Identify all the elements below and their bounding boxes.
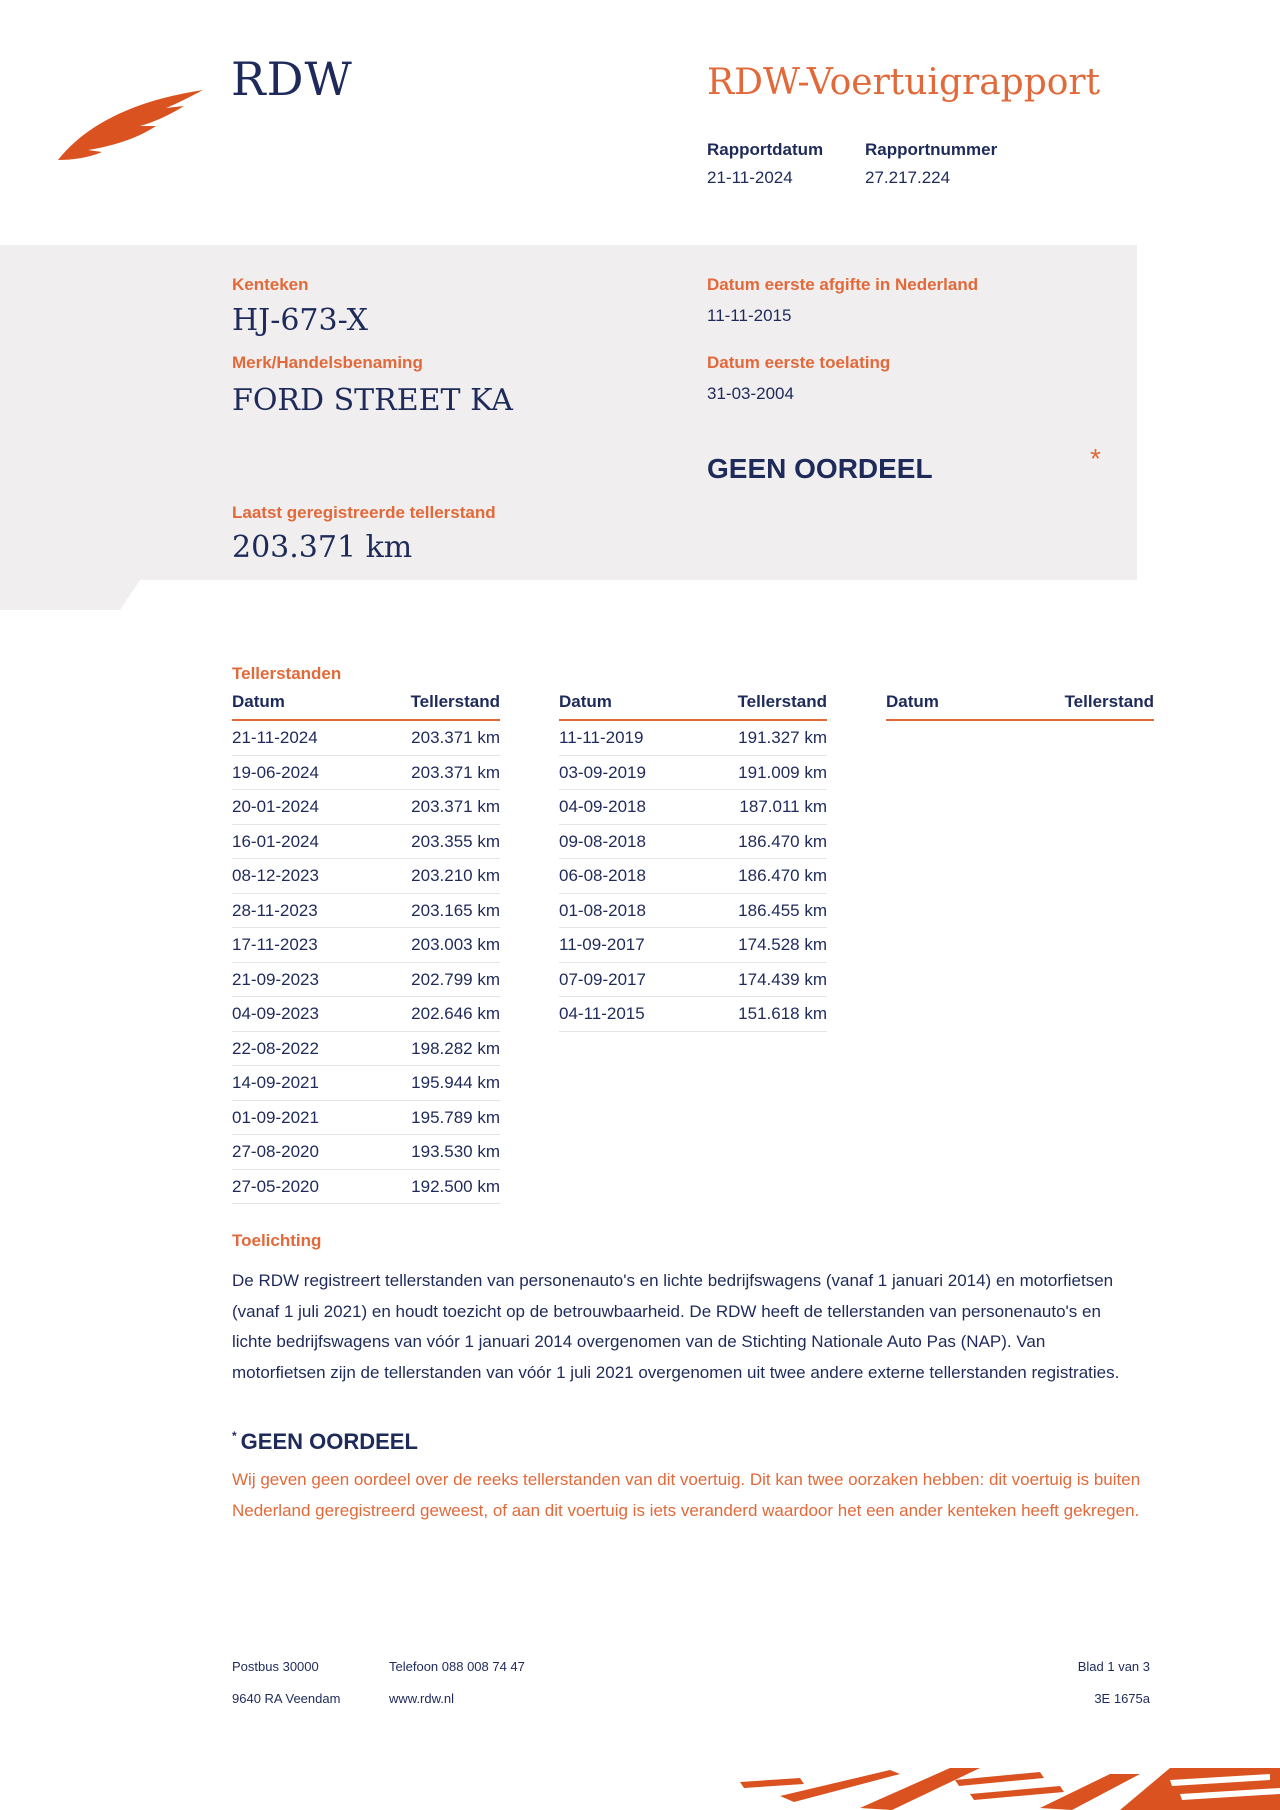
table-header [886,692,1154,721]
table-row [232,894,500,929]
row-date: 14-09-2021 [232,1073,319,1092]
row-reading: 202.646 km [411,1004,500,1023]
row-reading: 203.003 km [411,935,500,954]
row-reading: 203.355 km [411,831,500,851]
row-reading: 203.371 km [411,797,500,816]
row-date: 11-11-2019 [559,728,644,747]
table-row [559,859,827,894]
row-reading: 186.470 km [738,866,827,885]
row-date: 27-08-2020 [232,1142,319,1161]
row-date: 06-08-2018 [559,866,646,885]
logo-text: RDW [231,52,353,106]
row-reading: 174.439 km [738,969,827,989]
row-date: 04-11-2015 [559,1004,645,1023]
note-marker: * [232,1429,237,1443]
header-reading: Tellerstand [1064,692,1154,711]
row-date: 04-09-2018 [559,797,646,816]
header-reading: Tellerstand [410,692,500,711]
first-nl-value: 11-11-2015 [707,306,792,325]
row-date: 01-09-2021 [232,1107,319,1127]
table-row [559,721,827,756]
row-reading: 191.327 km [738,728,827,747]
row-reading: 174.528 km [738,935,827,954]
footer-website[interactable]: www.rdw.nl [389,1691,455,1706]
plate-label: Kenteken [232,275,309,294]
row-reading: 186.455 km [738,900,827,920]
table-row [559,825,827,860]
table-row [232,1101,500,1136]
odometer-section-title: Tellerstanden [232,664,342,683]
report-title: RDW-Voertuigrapport [707,62,1101,103]
row-reading: 191.009 km [738,762,827,782]
brand-value: FORD STREET KA [232,383,513,418]
table-row [232,1032,500,1067]
row-reading: 186.470 km [738,831,827,851]
report-number-label: Rapportnummer [865,140,998,159]
first-admission-label: Datum eerste toelating [707,353,891,372]
table-row [232,790,500,825]
row-date: 07-09-2017 [559,969,646,989]
last-odometer-label: Laatst geregistreerde tellerstand [232,503,496,522]
row-reading: 151.618 km [738,1004,827,1023]
odometer-column-1 [232,692,500,1204]
row-reading: 195.944 km [411,1073,500,1092]
table-row [559,928,827,963]
row-date: 19-06-2024 [232,762,319,782]
first-admission-value: 31-03-2004 [707,384,794,403]
explanation-text: De RDW registreert tellerstanden van personenauto's en lichte bedrijfswagens (vanaf 1 januari 2014) en motorfietsen (vanaf 1 juli 2021) en houdt toezicht op de betrouwbaarheid. De RDW heeft de tellerstanden van personenauto's en lichte bedrijfswagens van vóór 1 januari 2014 overgenomen van de Stichting Nationale Auto Pas (NAP). Van motorfietsen zijn de tellerstanden van vóór 1 juli 2021 overgenomen uit twee andere externe tellerstanden registraties. [232,1271,1120,1382]
explanation-title: Toelichting [232,1231,322,1250]
rdw-logo-icon [58,82,208,162]
row-reading: 203.371 km [411,762,500,782]
row-date: 03-09-2019 [559,762,646,782]
note-title: GEEN OORDEEL [240,1429,418,1454]
note-text: Wij geven geen oordeel over de reeks tellerstanden van dit voertuig. Dit kan twee oorzaken hebben: dit voertuig is buiten Nederland geregistreerd geweest, of aan dit voertuig is iets veranderd waardoor het een ander kenteken heeft gekregen. [232,1470,1141,1520]
vehicle-summary-panel [0,245,1137,580]
last-odometer-value: 203.371 km [232,530,413,565]
verdict: GEEN OORDEEL [707,453,933,484]
table-header [559,692,827,721]
row-date: 01-08-2018 [559,900,646,920]
footer-code: 3E 1675a [1094,1691,1150,1706]
table-row [232,756,500,791]
table-row [232,825,500,860]
row-date: 21-09-2023 [232,969,319,989]
odometer-column-3 [886,692,1154,721]
decorative-stripes-icon [740,1760,1280,1810]
panel-notch [0,580,140,610]
table-row [559,997,827,1032]
header-reading: Tellerstand [737,692,827,711]
table-row [232,963,500,998]
row-reading: 203.371 km [411,728,500,747]
table-row [232,859,500,894]
row-date: 27-05-2020 [232,1176,319,1196]
row-reading: 198.282 km [411,1038,500,1058]
odometer-column-2 [559,692,827,1032]
note-title-row [232,1429,418,1455]
table-row [232,1135,500,1170]
footer-page: Blad 1 van 3 [1077,1659,1150,1674]
table-row [232,928,500,963]
footer-address-1: Postbus 30000 [232,1659,319,1674]
table-row [232,721,500,756]
row-date: 20-01-2024 [232,797,319,816]
table-row [559,963,827,998]
row-date: 28-11-2023 [232,900,318,920]
row-date: 11-09-2017 [559,935,645,954]
header-date: Datum [559,692,612,711]
footer-phone: Telefoon 088 008 74 47 [389,1659,525,1674]
report-date: 21-11-2024 [707,168,793,187]
row-reading: 203.165 km [411,900,500,920]
table-header [232,692,500,721]
row-date: 04-09-2023 [232,1004,319,1023]
table-row [232,997,500,1032]
brand-label: Merk/Handelsbenaming [232,353,423,372]
report-number: 27.217.224 [865,168,951,187]
row-reading: 195.789 km [411,1107,500,1127]
row-date: 17-11-2023 [232,935,318,954]
row-date: 08-12-2023 [232,866,319,885]
row-date: 09-08-2018 [559,831,646,851]
row-reading: 187.011 km [739,797,827,816]
header-date: Datum [886,692,939,711]
table-row [559,894,827,929]
table-row [559,756,827,791]
row-date: 22-08-2022 [232,1038,319,1058]
row-reading: 192.500 km [411,1176,500,1196]
row-reading: 203.210 km [411,866,500,885]
report-date-label: Rapportdatum [707,140,824,159]
row-reading: 193.530 km [411,1142,500,1161]
header-date: Datum [232,692,285,711]
row-date: 21-11-2024 [232,728,318,747]
table-row [232,1170,500,1205]
first-nl-label: Datum eerste afgifte in Nederland [707,275,979,294]
verdict-marker: * [1090,443,1101,474]
row-date: 16-01-2024 [232,831,319,851]
table-row [559,790,827,825]
table-row [232,1066,500,1101]
footer-address-2: 9640 RA Veendam [232,1691,341,1706]
row-reading: 202.799 km [411,969,500,989]
plate-value: HJ-673-X [232,303,369,338]
